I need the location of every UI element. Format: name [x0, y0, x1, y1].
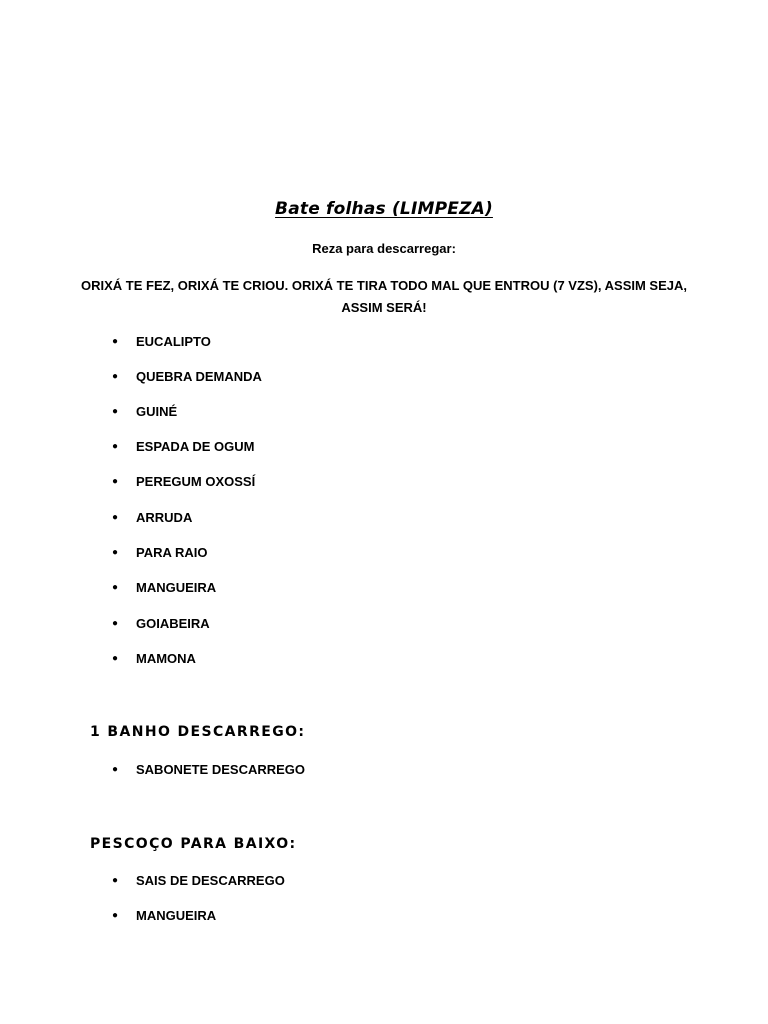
- list-item-label: GOIABEIRA: [136, 616, 210, 631]
- list-item-label: MANGUEIRA: [136, 908, 217, 923]
- list-item-label: ESPADA DE OGUM: [136, 439, 255, 454]
- list-item-label: MAMONA: [136, 651, 196, 666]
- list-item-label: EUCALIPTO: [136, 334, 211, 349]
- document-subtitle: Reza para descarregar:: [312, 241, 456, 256]
- list-item-label: SAIS DE DESCARREGO: [136, 873, 285, 888]
- bullet-icon: ●: [112, 406, 119, 417]
- bullet-icon: ●: [112, 582, 119, 593]
- bullet-icon: ●: [112, 875, 119, 886]
- bullet-icon: ●: [112, 441, 119, 452]
- bullet-icon: ●: [112, 910, 119, 921]
- list-item-label: GUINÉ: [136, 404, 178, 419]
- list-item-label: PEREGUM OXOSSÍ: [136, 474, 256, 489]
- bullet-icon: ●: [112, 476, 119, 487]
- section-heading-pescoco: PESCOÇO PARA BAIXO:: [90, 836, 297, 852]
- list-item-label: ARRUDA: [136, 510, 193, 525]
- bullet-icon: ●: [112, 512, 119, 523]
- prayer-line-2: ASSIM SERÁ!: [341, 300, 427, 315]
- prayer-line-1: ORIXÁ TE FEZ, ORIXÁ TE CRIOU. ORIXÁ TE TIRA TODO MAL QUE ENTROU (7 VZS), ASSIM SEJA,: [81, 278, 687, 293]
- section-heading-banho: 1 BANHO DESCARREGO:: [90, 724, 306, 740]
- bullet-icon: ●: [112, 618, 119, 629]
- list-item-label: SABONETE DESCARREGO: [136, 762, 306, 777]
- bullet-icon: ●: [112, 764, 119, 775]
- document-title: Bate folhas (LIMPEZA): [275, 199, 493, 219]
- list-item-label: MANGUEIRA: [136, 580, 217, 595]
- list-item-label: PARA RAIO: [136, 545, 208, 560]
- bullet-icon: ●: [112, 336, 119, 347]
- list-item-label: QUEBRA DEMANDA: [136, 369, 262, 384]
- bullet-icon: ●: [112, 653, 119, 664]
- prayer-text: [80, 275, 688, 319]
- bullet-icon: ●: [112, 547, 119, 558]
- bullet-icon: ●: [112, 371, 119, 382]
